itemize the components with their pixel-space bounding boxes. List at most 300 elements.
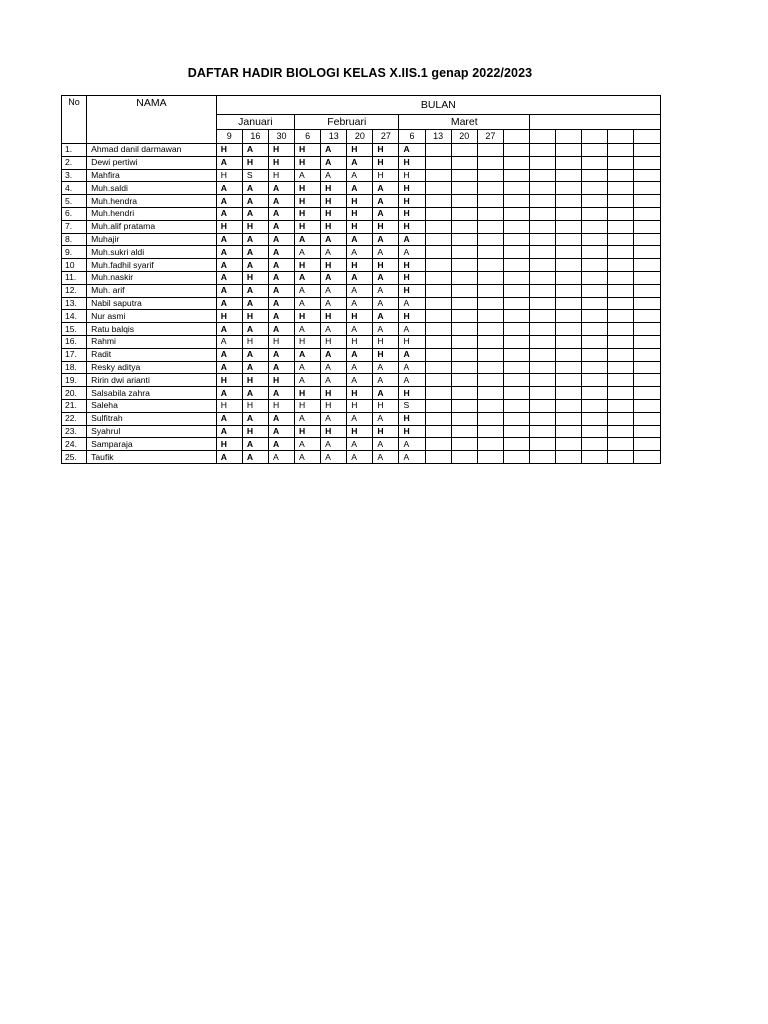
attendance-cell bbox=[530, 374, 556, 387]
attendance-cell bbox=[451, 348, 477, 361]
attendance-cell bbox=[582, 271, 608, 284]
attendance-cell bbox=[608, 156, 634, 169]
attendance-cell bbox=[582, 399, 608, 412]
attendance-cell bbox=[582, 182, 608, 195]
attendance-cell bbox=[530, 233, 556, 246]
month-februari: Februari bbox=[295, 115, 399, 130]
attendance-cell bbox=[425, 425, 451, 438]
attendance-cell bbox=[477, 335, 503, 348]
attendance-cell: A bbox=[321, 144, 347, 157]
attendance-cell bbox=[556, 195, 582, 208]
attendance-cell: H bbox=[295, 156, 321, 169]
attendance-cell bbox=[451, 271, 477, 284]
attendance-cell: H bbox=[399, 425, 425, 438]
attendance-cell: H bbox=[242, 374, 268, 387]
student-name: Syahrul bbox=[87, 425, 217, 438]
attendance-cell bbox=[582, 169, 608, 182]
attendance-cell: A bbox=[216, 271, 242, 284]
attendance-cell bbox=[451, 220, 477, 233]
attendance-cell: A bbox=[373, 233, 399, 246]
student-name: Dewi pertiwi bbox=[87, 156, 217, 169]
row-number: 22. bbox=[62, 412, 87, 425]
table-row bbox=[62, 323, 661, 336]
attendance-cell: H bbox=[321, 259, 347, 272]
attendance-cell: A bbox=[373, 271, 399, 284]
attendance-cell: H bbox=[321, 399, 347, 412]
attendance-cell bbox=[530, 451, 556, 464]
attendance-cell bbox=[425, 399, 451, 412]
attendance-cell: S bbox=[399, 399, 425, 412]
attendance-cell bbox=[530, 399, 556, 412]
attendance-cell bbox=[530, 387, 556, 400]
attendance-cell bbox=[477, 220, 503, 233]
attendance-cell bbox=[503, 271, 529, 284]
student-name: Muh. arif bbox=[87, 284, 217, 297]
attendance-cell bbox=[425, 169, 451, 182]
date-header-cell bbox=[608, 130, 634, 144]
attendance-cell bbox=[556, 451, 582, 464]
attendance-cell: A bbox=[268, 284, 294, 297]
student-name: Muhajir bbox=[87, 233, 217, 246]
student-name: Nur asmi bbox=[87, 310, 217, 323]
attendance-cell: A bbox=[242, 207, 268, 220]
row-number: 16. bbox=[62, 335, 87, 348]
attendance-cell: A bbox=[373, 361, 399, 374]
attendance-cell: H bbox=[216, 438, 242, 451]
attendance-cell bbox=[582, 335, 608, 348]
attendance-cell: A bbox=[268, 348, 294, 361]
attendance-cell bbox=[556, 144, 582, 157]
attendance-cell: H bbox=[373, 425, 399, 438]
attendance-cell: H bbox=[216, 220, 242, 233]
attendance-cell: H bbox=[347, 399, 373, 412]
attendance-cell: H bbox=[399, 387, 425, 400]
attendance-cell bbox=[556, 246, 582, 259]
attendance-cell: A bbox=[268, 246, 294, 259]
attendance-cell bbox=[634, 387, 661, 400]
attendance-cell bbox=[425, 451, 451, 464]
attendance-cell bbox=[451, 451, 477, 464]
attendance-cell bbox=[451, 335, 477, 348]
attendance-cell: H bbox=[347, 259, 373, 272]
attendance-cell bbox=[503, 284, 529, 297]
attendance-cell: H bbox=[373, 259, 399, 272]
attendance-cell: H bbox=[347, 335, 373, 348]
attendance-cell bbox=[530, 412, 556, 425]
attendance-cell: H bbox=[373, 348, 399, 361]
row-number: 20. bbox=[62, 387, 87, 400]
attendance-cell: H bbox=[347, 310, 373, 323]
attendance-cell bbox=[608, 195, 634, 208]
attendance-cell: A bbox=[347, 169, 373, 182]
attendance-cell: H bbox=[242, 335, 268, 348]
attendance-cell bbox=[503, 207, 529, 220]
attendance-cell: A bbox=[399, 233, 425, 246]
row-number: 12. bbox=[62, 284, 87, 297]
attendance-cell: H bbox=[399, 259, 425, 272]
attendance-cell bbox=[477, 438, 503, 451]
attendance-cell bbox=[503, 335, 529, 348]
student-name: Taufik bbox=[87, 451, 217, 464]
attendance-cell: A bbox=[373, 310, 399, 323]
attendance-cell: H bbox=[216, 144, 242, 157]
attendance-cell bbox=[582, 438, 608, 451]
attendance-cell: A bbox=[399, 438, 425, 451]
attendance-cell bbox=[634, 438, 661, 451]
attendance-cell: A bbox=[373, 387, 399, 400]
attendance-cell bbox=[582, 451, 608, 464]
attendance-cell bbox=[425, 374, 451, 387]
attendance-cell bbox=[503, 348, 529, 361]
attendance-cell: A bbox=[295, 246, 321, 259]
table-row bbox=[62, 412, 661, 425]
attendance-cell bbox=[582, 220, 608, 233]
attendance-cell: H bbox=[399, 271, 425, 284]
attendance-cell: A bbox=[321, 169, 347, 182]
attendance-cell bbox=[634, 220, 661, 233]
table-row bbox=[62, 451, 661, 464]
attendance-cell: A bbox=[216, 233, 242, 246]
attendance-cell: H bbox=[347, 144, 373, 157]
student-name: Saleha bbox=[87, 399, 217, 412]
attendance-cell: A bbox=[321, 451, 347, 464]
attendance-cell: A bbox=[347, 412, 373, 425]
attendance-cell: A bbox=[373, 195, 399, 208]
student-name: Resky aditya bbox=[87, 361, 217, 374]
attendance-cell: H bbox=[268, 169, 294, 182]
attendance-cell bbox=[530, 323, 556, 336]
attendance-cell bbox=[503, 220, 529, 233]
date-header-cell: 16 bbox=[242, 130, 268, 144]
attendance-cell bbox=[503, 259, 529, 272]
attendance-cell: A bbox=[321, 323, 347, 336]
attendance-cell: H bbox=[399, 335, 425, 348]
student-name: Muh.hendri bbox=[87, 207, 217, 220]
attendance-cell bbox=[451, 246, 477, 259]
attendance-cell bbox=[530, 297, 556, 310]
attendance-cell: A bbox=[242, 246, 268, 259]
attendance-cell bbox=[608, 451, 634, 464]
attendance-cell bbox=[530, 425, 556, 438]
table-row bbox=[62, 361, 661, 374]
attendance-cell bbox=[477, 374, 503, 387]
attendance-cell bbox=[477, 297, 503, 310]
student-name: Muh.naskir bbox=[87, 271, 217, 284]
attendance-cell: A bbox=[347, 182, 373, 195]
attendance-cell: A bbox=[242, 182, 268, 195]
attendance-cell: A bbox=[295, 169, 321, 182]
attendance-cell bbox=[608, 387, 634, 400]
attendance-cell bbox=[634, 399, 661, 412]
attendance-cell: H bbox=[216, 310, 242, 323]
table-row bbox=[62, 387, 661, 400]
attendance-cell bbox=[582, 361, 608, 374]
attendance-cell bbox=[503, 387, 529, 400]
attendance-cell bbox=[556, 438, 582, 451]
attendance-cell bbox=[556, 220, 582, 233]
attendance-cell bbox=[503, 195, 529, 208]
attendance-cell bbox=[530, 182, 556, 195]
attendance-cell: A bbox=[321, 348, 347, 361]
attendance-cell: H bbox=[295, 425, 321, 438]
attendance-cell bbox=[530, 144, 556, 157]
attendance-cell bbox=[477, 156, 503, 169]
attendance-cell bbox=[556, 259, 582, 272]
attendance-cell: A bbox=[268, 259, 294, 272]
attendance-cell bbox=[451, 399, 477, 412]
attendance-cell: A bbox=[295, 412, 321, 425]
attendance-cell bbox=[634, 348, 661, 361]
attendance-cell bbox=[634, 323, 661, 336]
attendance-cell bbox=[556, 169, 582, 182]
row-number: 15. bbox=[62, 323, 87, 336]
attendance-cell bbox=[634, 207, 661, 220]
table-row bbox=[62, 425, 661, 438]
attendance-cell: A bbox=[216, 323, 242, 336]
attendance-cell bbox=[582, 297, 608, 310]
attendance-cell bbox=[530, 348, 556, 361]
attendance-cell bbox=[556, 399, 582, 412]
table-row bbox=[62, 335, 661, 348]
attendance-cell: A bbox=[216, 156, 242, 169]
attendance-cell: A bbox=[321, 284, 347, 297]
attendance-cell: A bbox=[242, 284, 268, 297]
row-number: 19. bbox=[62, 374, 87, 387]
attendance-cell bbox=[530, 284, 556, 297]
attendance-cell bbox=[451, 425, 477, 438]
student-name: Samparaja bbox=[87, 438, 217, 451]
attendance-cell bbox=[582, 156, 608, 169]
attendance-cell bbox=[477, 451, 503, 464]
attendance-cell: A bbox=[321, 246, 347, 259]
date-header-cell: 9 bbox=[216, 130, 242, 144]
attendance-cell bbox=[634, 259, 661, 272]
row-number: 11. bbox=[62, 271, 87, 284]
date-header-cell bbox=[530, 130, 556, 144]
attendance-cell: A bbox=[216, 425, 242, 438]
attendance-cell: A bbox=[216, 284, 242, 297]
student-name: Ahmad danil darmawan bbox=[87, 144, 217, 157]
attendance-cell bbox=[451, 412, 477, 425]
attendance-cell: A bbox=[347, 438, 373, 451]
attendance-cell: A bbox=[321, 297, 347, 310]
attendance-cell: H bbox=[216, 399, 242, 412]
attendance-cell: A bbox=[295, 361, 321, 374]
attendance-cell: A bbox=[399, 297, 425, 310]
attendance-cell bbox=[425, 220, 451, 233]
attendance-cell bbox=[477, 425, 503, 438]
row-number: 3. bbox=[62, 169, 87, 182]
attendance-cell bbox=[634, 310, 661, 323]
month-januari: Januari bbox=[216, 115, 294, 130]
attendance-cell: A bbox=[373, 438, 399, 451]
attendance-cell: H bbox=[242, 310, 268, 323]
date-header-cell: 27 bbox=[373, 130, 399, 144]
student-name: Muh.alif pratama bbox=[87, 220, 217, 233]
attendance-cell bbox=[634, 169, 661, 182]
attendance-cell bbox=[608, 144, 634, 157]
attendance-cell: A bbox=[399, 374, 425, 387]
attendance-cell: H bbox=[373, 399, 399, 412]
row-number: 1. bbox=[62, 144, 87, 157]
attendance-cell: A bbox=[347, 271, 373, 284]
row-number: 5. bbox=[62, 195, 87, 208]
month-maret: Maret bbox=[399, 115, 530, 130]
table-row bbox=[62, 438, 661, 451]
attendance-cell bbox=[425, 144, 451, 157]
attendance-cell: H bbox=[399, 412, 425, 425]
attendance-cell: H bbox=[321, 310, 347, 323]
table-row bbox=[62, 399, 661, 412]
date-header-cell: 27 bbox=[477, 130, 503, 144]
attendance-cell: H bbox=[295, 207, 321, 220]
row-number: 23. bbox=[62, 425, 87, 438]
attendance-cell: A bbox=[242, 323, 268, 336]
attendance-cell: A bbox=[347, 361, 373, 374]
date-header-cell: 13 bbox=[425, 130, 451, 144]
attendance-cell bbox=[582, 323, 608, 336]
attendance-cell bbox=[425, 361, 451, 374]
attendance-cell bbox=[582, 374, 608, 387]
attendance-cell bbox=[451, 233, 477, 246]
attendance-cell: A bbox=[268, 207, 294, 220]
attendance-cell: A bbox=[399, 144, 425, 157]
attendance-cell bbox=[530, 169, 556, 182]
attendance-cell: A bbox=[216, 182, 242, 195]
attendance-cell: A bbox=[347, 233, 373, 246]
attendance-cell bbox=[530, 310, 556, 323]
attendance-cell bbox=[503, 361, 529, 374]
attendance-cell: H bbox=[242, 399, 268, 412]
table-row bbox=[62, 297, 661, 310]
attendance-cell: A bbox=[242, 361, 268, 374]
attendance-cell bbox=[503, 246, 529, 259]
date-header-cell bbox=[503, 130, 529, 144]
attendance-cell bbox=[530, 271, 556, 284]
attendance-cell: H bbox=[268, 374, 294, 387]
attendance-cell bbox=[634, 374, 661, 387]
attendance-cell bbox=[477, 182, 503, 195]
attendance-cell bbox=[608, 361, 634, 374]
attendance-cell: A bbox=[399, 323, 425, 336]
row-number: 4. bbox=[62, 182, 87, 195]
student-name: Salsabila zahra bbox=[87, 387, 217, 400]
attendance-cell: A bbox=[268, 412, 294, 425]
attendance-cell bbox=[634, 297, 661, 310]
attendance-cell: A bbox=[347, 284, 373, 297]
attendance-cell: H bbox=[295, 144, 321, 157]
row-number: 21. bbox=[62, 399, 87, 412]
attendance-cell: A bbox=[268, 182, 294, 195]
attendance-cell: H bbox=[347, 195, 373, 208]
attendance-cell: A bbox=[321, 374, 347, 387]
attendance-cell bbox=[582, 425, 608, 438]
attendance-cell: A bbox=[216, 348, 242, 361]
attendance-cell: H bbox=[399, 156, 425, 169]
attendance-cell bbox=[608, 323, 634, 336]
attendance-cell bbox=[582, 348, 608, 361]
attendance-cell bbox=[451, 297, 477, 310]
attendance-cell bbox=[503, 310, 529, 323]
attendance-cell bbox=[582, 195, 608, 208]
table-row bbox=[62, 195, 661, 208]
row-number: 8. bbox=[62, 233, 87, 246]
attendance-cell: A bbox=[295, 451, 321, 464]
attendance-cell bbox=[582, 246, 608, 259]
attendance-cell bbox=[477, 195, 503, 208]
table-row bbox=[62, 284, 661, 297]
attendance-cell: H bbox=[347, 220, 373, 233]
attendance-cell bbox=[556, 374, 582, 387]
attendance-cell bbox=[477, 246, 503, 259]
attendance-cell: A bbox=[216, 246, 242, 259]
attendance-cell: A bbox=[347, 297, 373, 310]
attendance-cell bbox=[425, 156, 451, 169]
student-name: Nabil saputra bbox=[87, 297, 217, 310]
attendance-cell bbox=[451, 195, 477, 208]
attendance-cell bbox=[451, 387, 477, 400]
attendance-cell bbox=[503, 374, 529, 387]
attendance-cell bbox=[530, 246, 556, 259]
attendance-cell: H bbox=[242, 220, 268, 233]
table-row bbox=[62, 374, 661, 387]
row-number: 7. bbox=[62, 220, 87, 233]
attendance-cell: A bbox=[295, 233, 321, 246]
attendance-cell bbox=[503, 297, 529, 310]
nama-header: NAMA bbox=[87, 96, 217, 144]
row-number: 17. bbox=[62, 348, 87, 361]
row-number: 2. bbox=[62, 156, 87, 169]
table-row bbox=[62, 156, 661, 169]
attendance-cell: A bbox=[216, 335, 242, 348]
attendance-cell bbox=[451, 259, 477, 272]
attendance-cell bbox=[425, 207, 451, 220]
attendance-cell bbox=[556, 207, 582, 220]
attendance-cell bbox=[608, 259, 634, 272]
attendance-cell: H bbox=[295, 335, 321, 348]
table-row bbox=[62, 144, 661, 157]
attendance-cell: A bbox=[216, 451, 242, 464]
attendance-cell: A bbox=[373, 412, 399, 425]
student-name: Muh.sukri aldi bbox=[87, 246, 217, 259]
attendance-cell: A bbox=[373, 297, 399, 310]
attendance-cell bbox=[608, 412, 634, 425]
row-number: 24. bbox=[62, 438, 87, 451]
attendance-cell bbox=[634, 195, 661, 208]
row-number: 25. bbox=[62, 451, 87, 464]
attendance-cell bbox=[582, 259, 608, 272]
attendance-cell bbox=[451, 169, 477, 182]
attendance-cell bbox=[425, 335, 451, 348]
attendance-cell bbox=[477, 259, 503, 272]
attendance-cell bbox=[530, 361, 556, 374]
attendance-cell: A bbox=[373, 246, 399, 259]
student-name: Muh.saldi bbox=[87, 182, 217, 195]
attendance-cell: A bbox=[216, 361, 242, 374]
attendance-cell bbox=[608, 399, 634, 412]
table-row bbox=[62, 233, 661, 246]
attendance-cell: H bbox=[268, 144, 294, 157]
attendance-cell: A bbox=[373, 323, 399, 336]
attendance-cell bbox=[477, 310, 503, 323]
attendance-cell: H bbox=[268, 399, 294, 412]
attendance-cell: A bbox=[242, 144, 268, 157]
attendance-cell: A bbox=[347, 246, 373, 259]
attendance-cell: A bbox=[242, 451, 268, 464]
attendance-cell bbox=[451, 374, 477, 387]
attendance-cell: H bbox=[321, 182, 347, 195]
attendance-cell: H bbox=[268, 335, 294, 348]
